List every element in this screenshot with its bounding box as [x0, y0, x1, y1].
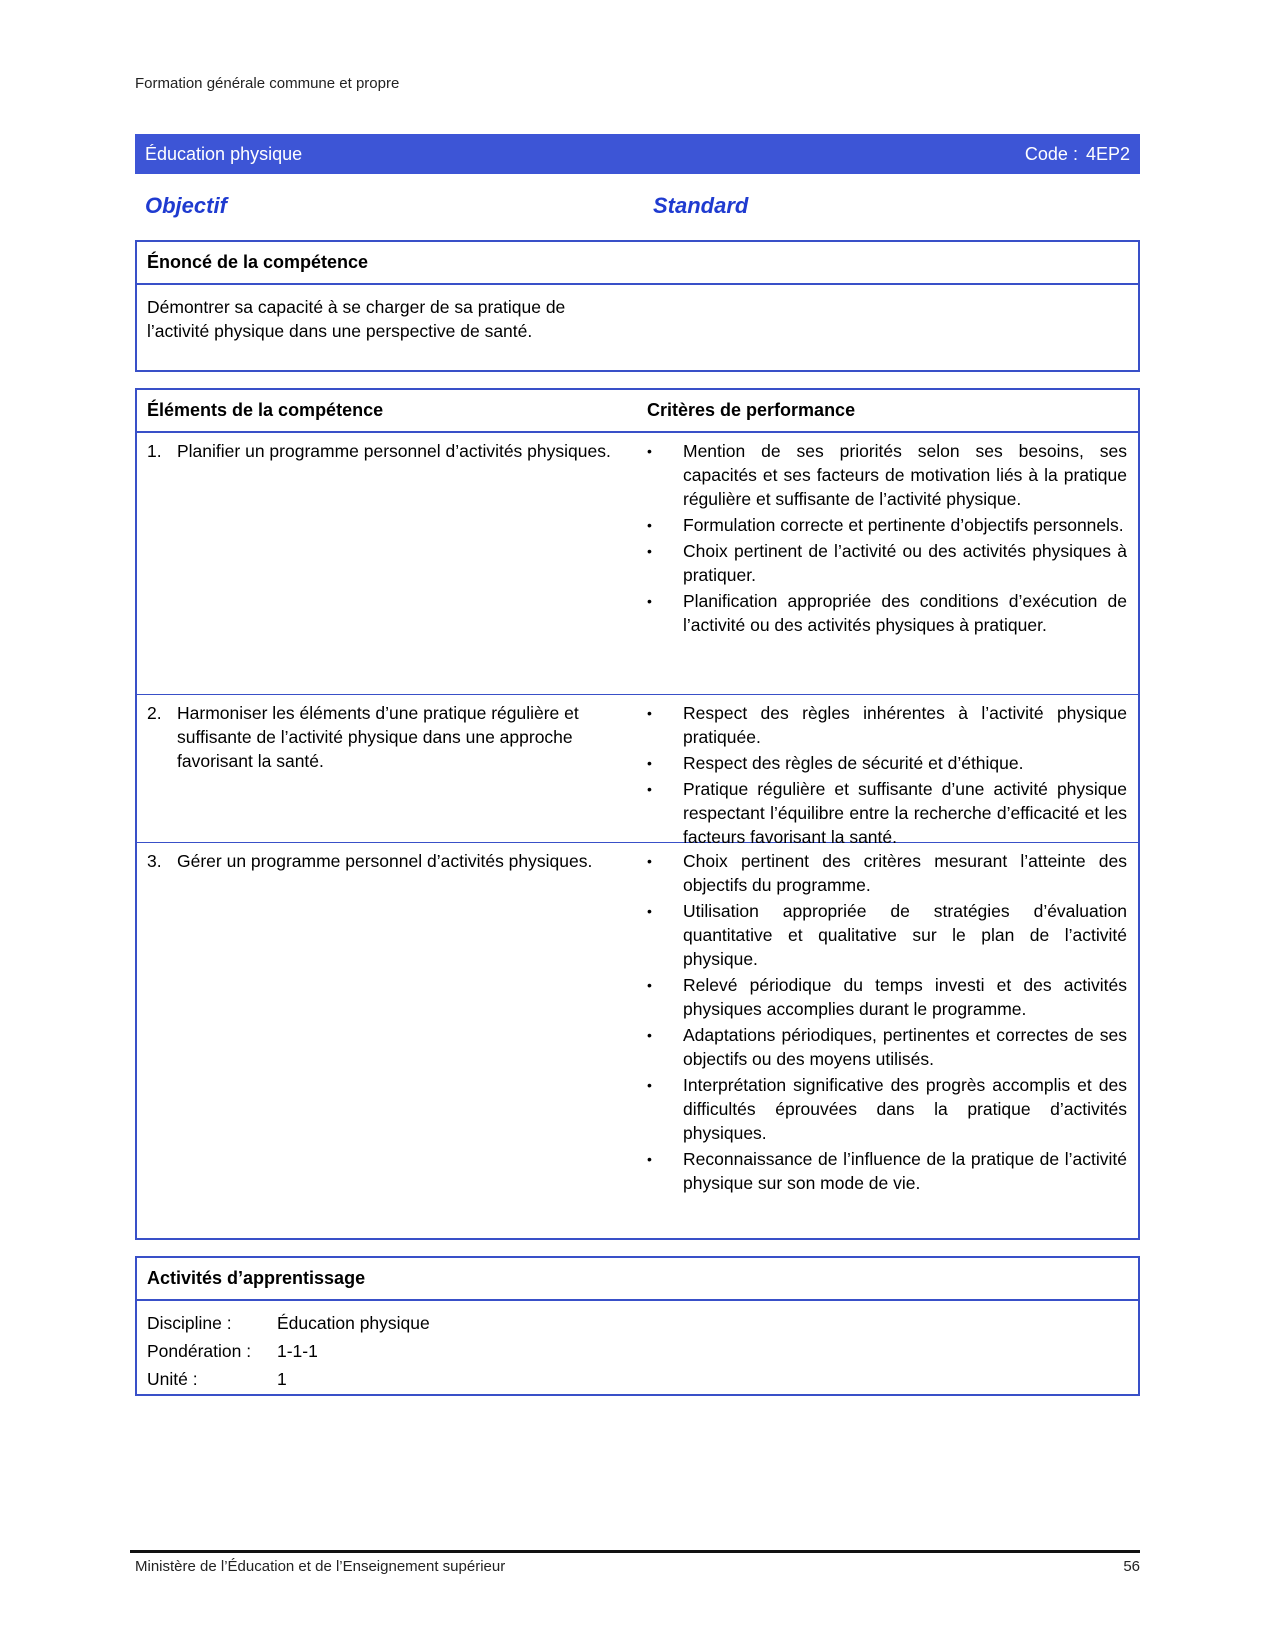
activites-heading: Activités d’apprentissage	[137, 1258, 1138, 1301]
bullet-icon: •	[647, 853, 652, 869]
element-row	[137, 843, 1138, 1195]
objective-standard-row	[145, 193, 1140, 219]
discipline-label: Discipline :	[147, 1313, 232, 1333]
elements-box	[135, 388, 1140, 1240]
element-number: 1.	[147, 441, 162, 461]
unite-label: Unité :	[147, 1369, 198, 1389]
criteria-list	[647, 439, 1127, 690]
discipline-line	[147, 1309, 1128, 1337]
bullet-icon: •	[647, 593, 652, 609]
criterion-text: Relevé périodique du temps investi et des activités physiques accomplies durant le programme.	[683, 975, 1127, 1019]
activites-box	[135, 1256, 1140, 1396]
ponderation-value: 1-1-1	[277, 1341, 318, 1361]
element-text: Gérer un programme personnel d’activités physiques.	[177, 851, 593, 871]
criterion-text: Adaptations périodiques, pertinentes et correctes de ses objectifs ou des moyens utilisés.	[683, 1025, 1127, 1069]
bullet-icon: •	[647, 1077, 652, 1093]
criterion-item	[647, 439, 1127, 511]
enonce-box	[135, 240, 1140, 372]
criterion-text: Utilisation appropriée de stratégies d’évaluation quantitative et qualitative sur le plan de l’activité physique.	[683, 901, 1127, 969]
criterion-text: Respect des règles de sécurité et d’éthique.	[683, 753, 1024, 773]
course-title-word-1: Éducation	[145, 143, 226, 164]
enonce-text: Démontrer sa capacité à se charger de sa pratique de l’activité physique dans une perspective de santé.	[147, 297, 566, 341]
criterion-item	[647, 1147, 1127, 1195]
criterion-text: Planification appropriée des conditions d’exécution de l’activité ou des activités physiques à pratiquer.	[683, 591, 1127, 635]
bullet-icon: •	[647, 705, 652, 721]
criterion-item	[647, 849, 1127, 897]
bullet-icon: •	[647, 517, 652, 533]
element-rows	[137, 433, 1138, 1195]
criterion-text: Choix pertinent de l’activité ou des activités physiques à pratiquer.	[683, 541, 1127, 585]
elements-header	[137, 390, 1138, 433]
criterion-text: Mention de ses priorités selon ses besoins, ses capacités et ses facteurs de motivation liés à la pratique régulière et suffisante de l’activité physique.	[683, 441, 1127, 509]
bullet-icon: •	[647, 543, 652, 559]
element-number: 2.	[147, 703, 162, 723]
activites-body	[137, 1301, 1138, 1401]
footer-rule	[130, 1550, 1140, 1553]
criterion-item	[647, 539, 1127, 587]
criterion-item	[647, 589, 1127, 637]
course-code	[1025, 144, 1130, 165]
page-footer	[135, 1558, 1140, 1575]
unite-value: 1	[277, 1369, 287, 1389]
bullet-icon: •	[647, 781, 652, 797]
criterion-text: Reconnaissance de l’influence de la pratique de l’activité physique sur son mode de vie.	[683, 1149, 1127, 1193]
criterion-item	[647, 777, 1127, 849]
page-number: 56	[1123, 1558, 1140, 1575]
bullet-icon: •	[647, 755, 652, 771]
element-row	[137, 433, 1138, 695]
bullet-icon: •	[647, 1151, 652, 1167]
criterion-item	[647, 1023, 1127, 1071]
criterion-item	[647, 751, 1127, 775]
course-title	[145, 144, 302, 165]
criteria-list	[647, 849, 1127, 1191]
element-text: Harmoniser les éléments d’une pratique régulière et suffisante de l’activité physique dans une approche favorisant la santé.	[177, 703, 579, 771]
criterion-item	[647, 1073, 1127, 1145]
criterion-text: Formulation correcte et pertinente d’objectifs personnels.	[683, 515, 1124, 535]
ponderation-label: Pondération :	[147, 1341, 252, 1361]
course-code-value: 4EP2	[1085, 143, 1130, 164]
enonce-heading: Énoncé de la compétence	[137, 242, 1138, 285]
criterion-text: Respect des règles inhérentes à l’activité physique pratiquée.	[683, 703, 1127, 747]
criteres-heading: Critères de performance	[647, 400, 856, 420]
element-number: 3.	[147, 851, 162, 871]
criterion-text: Choix pertinent des critères mesurant l’atteinte des objectifs du programme.	[683, 851, 1127, 895]
objectif-heading: Objectif	[145, 193, 227, 218]
bullet-icon: •	[647, 903, 652, 919]
discipline-value: Éducation physique	[277, 1313, 430, 1333]
criterion-item	[647, 973, 1127, 1021]
element-text-cell	[147, 701, 647, 838]
standard-heading: Standard	[653, 193, 749, 218]
criterion-text: Pratique régulière et suffisante d’une activité physique respectant l’équilibre entre la recherche d’efficacité et les facteurs favorisant la santé.	[683, 779, 1127, 847]
bullet-icon: •	[647, 1027, 652, 1043]
criterion-item	[647, 513, 1127, 537]
course-title-bar	[135, 134, 1140, 174]
running-header: Formation générale commune et propre	[135, 75, 400, 92]
footer-ministry: Ministère de l’Éducation et de l’Enseignement supérieur	[135, 1558, 506, 1575]
bullet-icon: •	[647, 977, 652, 993]
element-text-cell	[147, 439, 647, 690]
bullet-icon: •	[647, 443, 652, 459]
element-text: Planifier un programme personnel d’activités physiques.	[177, 441, 611, 461]
criterion-item	[647, 701, 1127, 749]
course-title-word-2: physique	[230, 143, 303, 164]
element-text-cell	[147, 849, 647, 1191]
element-row	[137, 695, 1138, 847]
elements-heading: Éléments de la compétence	[147, 400, 384, 420]
course-code-label: Code :	[1024, 143, 1078, 164]
ponderation-line	[147, 1337, 1128, 1365]
criterion-item	[647, 899, 1127, 971]
unite-line	[147, 1365, 1128, 1393]
criteria-list	[647, 701, 1127, 847]
criterion-text: Interprétation significative des progrès accomplis et des difficultés éprouvées dans la pratique d’activités physiques.	[683, 1075, 1127, 1143]
